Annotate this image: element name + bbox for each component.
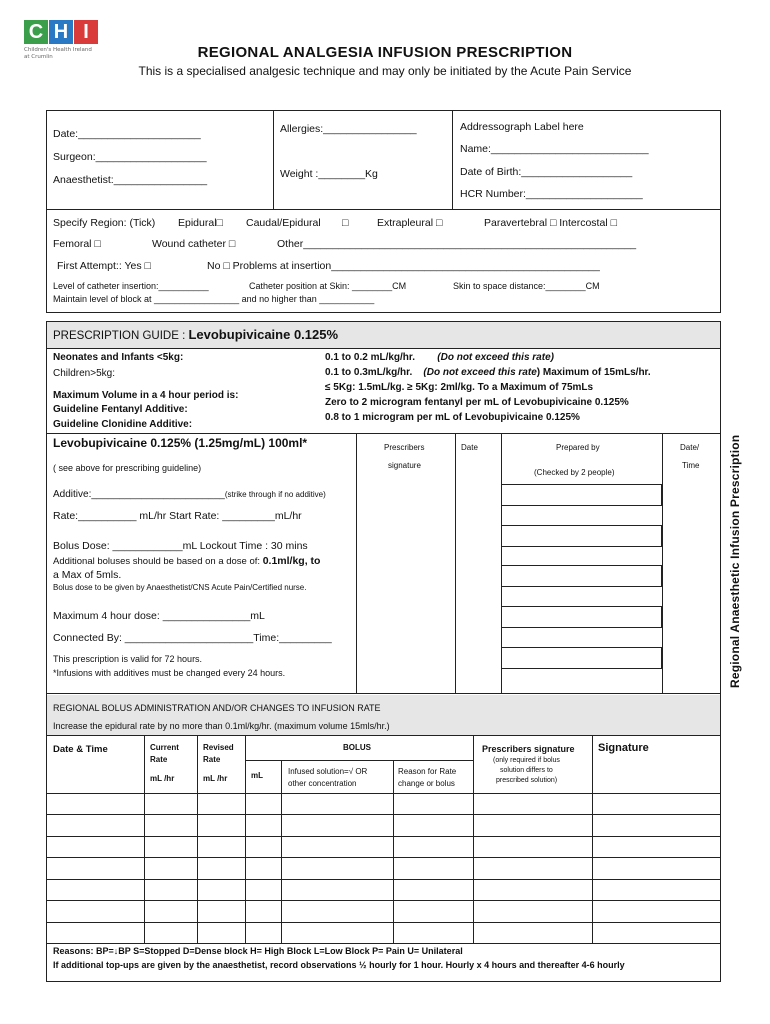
children-label: Children>5kg:: [53, 368, 115, 379]
col-revised-2: Rate: [203, 755, 221, 764]
col-signature-bolus: Signature: [598, 742, 649, 754]
first-attempt-yes[interactable]: First Attempt:: Yes □: [57, 260, 151, 272]
max-volume-label: Maximum Volume in a 4 hour period is:: [53, 390, 239, 401]
col-ml: mL: [251, 771, 263, 780]
col-date-slash: Date/: [680, 443, 700, 452]
level-of-insertion-field[interactable]: Level of catheter insertion:__________: [53, 281, 209, 291]
specify-region-label: Specify Region: (Tick): [53, 217, 156, 229]
rate-field[interactable]: Rate:__________ mL/hr Start Rate: _________mL/hr: [53, 510, 302, 522]
logo-line1: Children's Health Ireland: [24, 47, 92, 53]
drug-name: Levobupivicaine 0.125% (1.25mg/mL) 100ml*: [53, 436, 308, 450]
col-current-3: mL /hr: [150, 774, 175, 783]
max-4hr-dose-field[interactable]: Maximum 4 hour dose: _______________mL: [53, 610, 265, 622]
see-above-note: ( see above for prescribing guideline): [53, 463, 202, 473]
guide-rate-neonates: 0.1 to 0.2 mL/kg/hr. (Do not exceed this rate): [325, 352, 554, 363]
bolus-dose-field[interactable]: Bolus Dose: ____________mL Lockout Time : 30 mins: [53, 540, 308, 552]
fentanyl-label: Guideline Fentanyl Additive:: [53, 404, 188, 415]
col-checked: (Checked by 2 people): [534, 468, 615, 477]
col-current-1: Current: [150, 743, 179, 752]
neonates-label: Neonates and Infants <5kg:: [53, 352, 184, 363]
other-field[interactable]: Other_________________________________________________________: [277, 238, 637, 250]
page-title: REGIONAL ANALGESIA INFUSION PRESCRIPTION: [197, 44, 573, 61]
dob-field[interactable]: Date of Birth:___________________: [460, 166, 633, 178]
anaesthetist-field[interactable]: Anaesthetist:________________: [53, 174, 208, 186]
logo-letter-i: I: [74, 20, 98, 44]
extrapleural-checkbox[interactable]: Extrapleural □: [377, 217, 443, 229]
additional-boluses-max: a Max of 5mls.: [53, 569, 122, 581]
additive-field[interactable]: Additive:________________________(strike through if no additive): [53, 489, 326, 500]
col-prepared-by: Prepared by: [556, 443, 600, 452]
surgeon-field[interactable]: Surgeon:___________________: [53, 151, 207, 163]
col-infused-2: other concentration: [288, 779, 357, 788]
caudal-epidural-checkbox[interactable]: □: [342, 217, 349, 229]
col-time: Time: [682, 461, 700, 470]
col-revised-1: Revised: [203, 743, 234, 752]
problems-at-insertion-field[interactable]: No □ Problems at insertion______________________________________________: [207, 260, 600, 272]
col-reason-2: change or bolus: [398, 779, 455, 788]
valid-note: This prescription is valid for 72 hours.: [53, 654, 203, 664]
femoral-checkbox[interactable]: Femoral □: [53, 238, 101, 250]
col-signature: signature: [388, 461, 421, 470]
col-prescribers-signature: Prescribers signature: [482, 744, 575, 754]
page-subtitle: This is a specialised analgesic technique and may only be initiated by the Acute Pain Service: [138, 64, 632, 78]
increase-rate-note: Increase the epidural rate by no more than 0.1ml/kg/hr. (maximum volume 15mls/hr.): [53, 721, 390, 731]
weight-field[interactable]: Weight :________Kg: [280, 168, 378, 180]
topups-note: If additional top-ups are given by the anaesthetist, record observations ½ hourly for 1 hour. Hourly x 4 hours and thereafter 4-6 hourly: [53, 960, 625, 970]
col-presc-note-2: solution differs to: [500, 767, 553, 774]
col-current-2: Rate: [150, 755, 168, 764]
epidural-checkbox[interactable]: Epidural□: [178, 217, 223, 229]
bolus-section-box: [46, 694, 721, 982]
logo-letter-c: C: [24, 20, 48, 44]
wound-catheter-checkbox[interactable]: Wound catheter □: [152, 238, 236, 250]
date-field[interactable]: Date:_____________________: [53, 128, 201, 140]
name-field[interactable]: Name:___________________________: [460, 143, 649, 155]
logo-letter-h: H: [49, 20, 73, 44]
col-prescribers: Prescribers: [384, 443, 425, 452]
skin-distance-field[interactable]: Skin to space distance:________CM: [453, 281, 600, 291]
maintain-level-field[interactable]: Maintain level of block at _________________ and no higher than ___________: [53, 294, 375, 304]
paravertebral-intercostal-checkbox[interactable]: Paravertebral □ Intercostal □: [484, 217, 617, 229]
col-date-time: Date & Time: [53, 744, 108, 755]
connected-by-field[interactable]: Connected By: ______________________Time:_________: [53, 632, 332, 644]
guide-max-volume: ≤ 5Kg: 1.5mL/kg. ≥ 5Kg: 2ml/kg. To a Maximum of 75mLs: [325, 382, 594, 393]
reasons-legend: Reasons: BP=↓BP S=Stopped D=Dense block H= High Block L=Low Block P= Pain U= Unilateral: [53, 946, 463, 956]
caudal-epidural-label: Caudal/Epidural: [246, 217, 321, 229]
infusions-note: *Infusions with additives must be changed every 24 hours.: [53, 668, 286, 678]
bolus-given-note: Bolus dose to be given by Anaesthetist/CNS Acute Pain/Certified nurse.: [53, 583, 307, 592]
col-bolus: BOLUS: [343, 743, 371, 752]
additional-boluses-note: Additional boluses should be based on a dose of: 0.1ml/kg, to: [53, 555, 321, 567]
col-date: Date: [461, 443, 478, 452]
guide-fentanyl: Zero to 2 microgram fentanyl per mL of Levobupivicaine 0.125%: [325, 397, 629, 408]
col-infused-1: Infused solution=√ OR: [288, 767, 368, 776]
hcr-field[interactable]: HCR Number:____________________: [460, 188, 643, 200]
logo-line2: at Crumlin: [24, 54, 53, 60]
clonidine-label: Guideline Clonidine Additive:: [53, 419, 193, 430]
col-reason-1: Reason for Rate: [398, 767, 457, 776]
catheter-position-field[interactable]: Catheter position at Skin: ________CM: [249, 281, 407, 291]
guide-heading: PRESCRIPTION GUIDE : Levobupivicaine 0.125%: [53, 327, 339, 342]
guide-rate-children: 0.1 to 0.3mL/kg/hr. (Do not exceed this rate) Maximum of 15mLs/hr.: [325, 367, 651, 378]
bolus-heading: REGIONAL BOLUS ADMINISTRATION AND/OR CHANGES TO INFUSION RATE: [53, 703, 381, 713]
col-presc-note-1: (only required if bolus: [493, 757, 560, 764]
col-presc-note-3: prescribed solution): [496, 777, 558, 784]
addressograph-label: Addressograph Label here: [460, 121, 584, 133]
col-revised-3: mL /hr: [203, 774, 228, 783]
allergies-field[interactable]: Allergies:________________: [280, 123, 417, 135]
guide-clonidine: 0.8 to 1 microgram per mL of Levobupivicaine 0.125%: [325, 412, 580, 423]
side-label: Regional Anaesthetic Infusion Prescription: [728, 434, 742, 688]
